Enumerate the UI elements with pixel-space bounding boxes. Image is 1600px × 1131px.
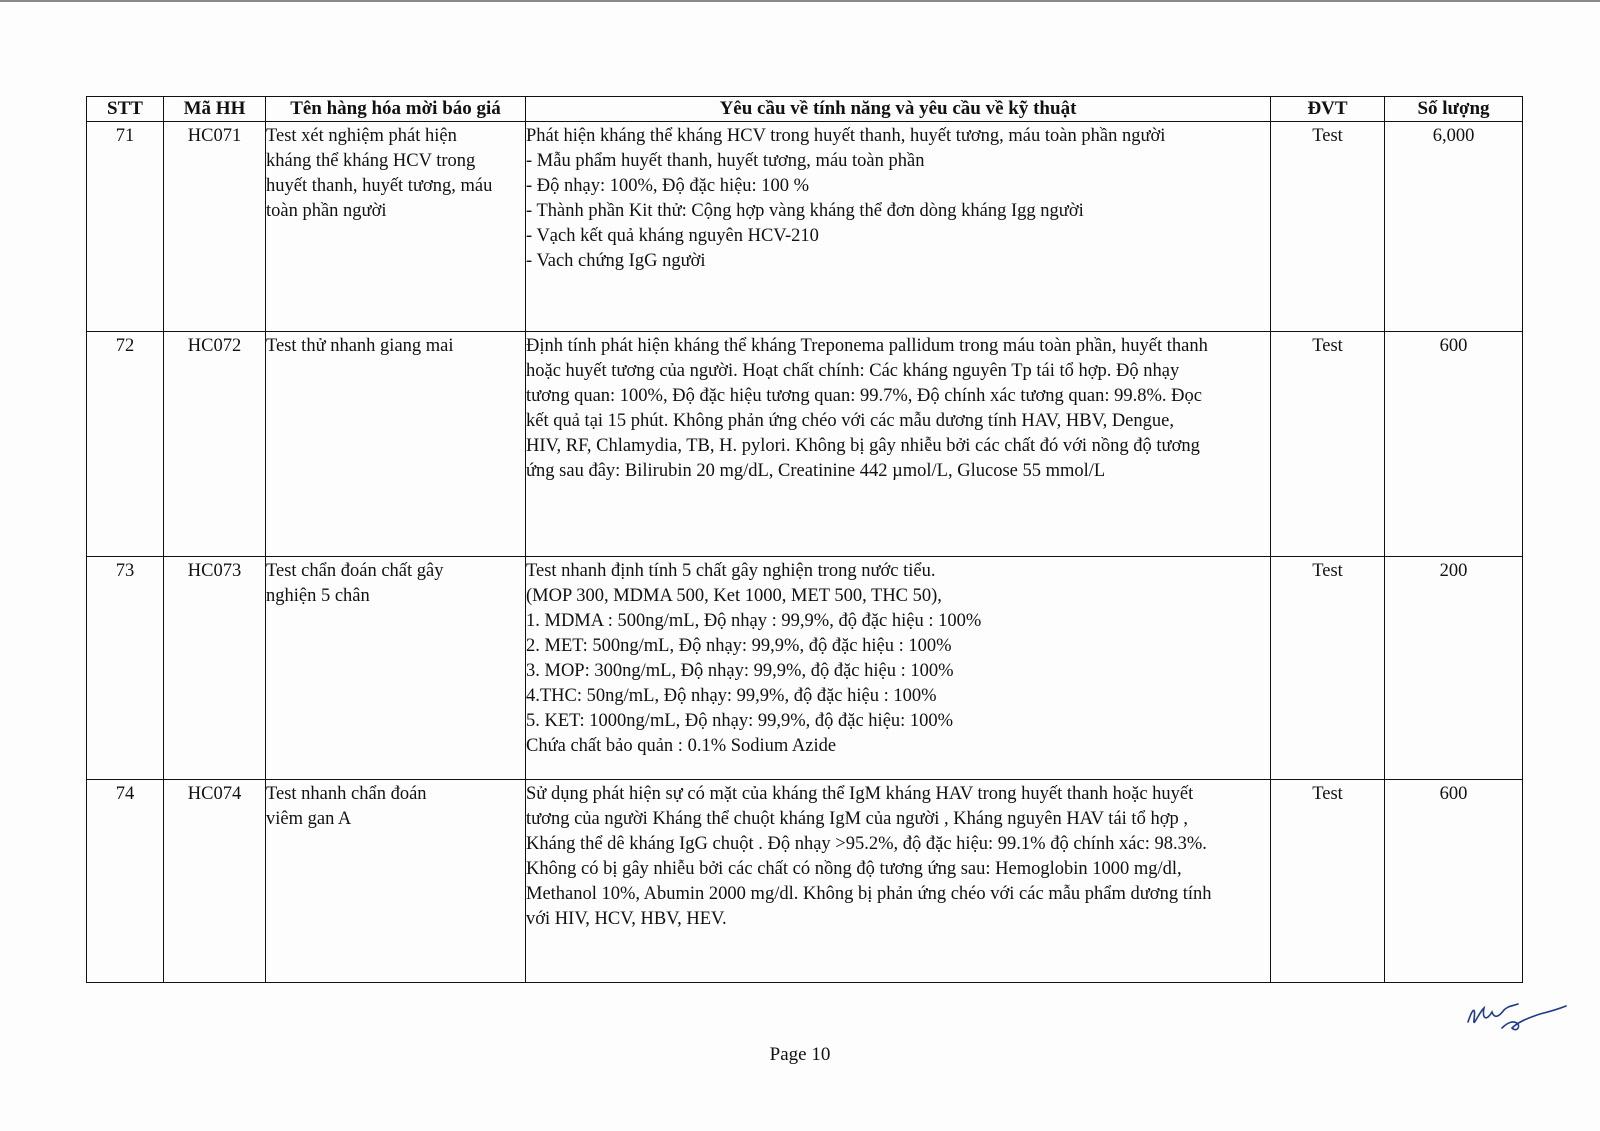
quotation-table [86,96,1523,983]
spec-line: 4.THC: 50ng/mL, Độ nhạy: 99,9%, độ đặc hiệu : 100% [526,686,937,706]
spec-line: ứng sau đây: Bilirubin 20 mg/dL, Creatinine 442 µmol/L, Glucose 55 mmol/L [526,461,1106,481]
name-line: Test chẩn đoán chất gây [266,561,444,581]
row-qty: 600 [1385,332,1523,557]
table-row [87,557,1523,780]
header-qty: Số lượng [1385,97,1523,122]
spec-line: - Thành phần Kit thử: Cộng hợp vàng kháng thể đơn dòng kháng Igg người [526,201,1084,221]
row-spec [526,780,1271,983]
page-number: Page 10 [769,1044,831,1065]
row-stt: 72 [87,332,164,557]
spec-line: tương của người Kháng thể chuột kháng IgM của người , Kháng nguyên HAV tái tổ hợp , [526,809,1188,829]
name-line: huyết thanh, huyết tương, máu [266,176,493,196]
name-line: Test xét nghiệm phát hiện [266,126,457,146]
name-line: kháng thể kháng HCV trong [266,151,476,171]
spec-line: - Độ nhạy: 100%, Độ đặc hiệu: 100 % [526,176,810,196]
row-unit: Test [1271,332,1385,557]
spec-line: tương quan: 100%, Độ đặc hiệu tương quan: 99.7%, Độ chính xác tương quan: 99.8%. Đọc [526,386,1202,406]
row-qty: 200 [1385,557,1523,780]
spec-line: 5. KET: 1000ng/mL, Độ nhạy: 99,9%, độ đặc hiệu: 100% [526,711,954,731]
row-spec [526,557,1271,780]
row-qty: 600 [1385,780,1523,983]
row-stt: 73 [87,557,164,780]
spec-line: - Vach chứng IgG người [526,251,706,271]
row-name [266,557,526,780]
spec-line: 1. MDMA : 500ng/mL, Độ nhạy : 99,9%, độ đặc hiệu : 100% [526,611,982,631]
header-code: Mã HH [164,97,266,122]
header-name: Tên hàng hóa mời báo giá [266,97,526,122]
handwritten-signature [1462,992,1572,1042]
row-code: HC074 [164,780,266,983]
spec-line: hoặc huyết tương của người. Hoạt chất chính: Các kháng nguyên Tp tái tổ hợp. Độ nhạy [526,361,1180,381]
row-code: HC071 [164,122,266,332]
header-spec: Yêu cầu về tính năng và yêu cầu về kỹ thuật [526,97,1271,122]
row-code: HC073 [164,557,266,780]
spec-line: Chứa chất bảo quản : 0.1% Sodium Azide [526,736,837,756]
spec-line: 3. MOP: 300ng/mL, Độ nhạy: 99,9%, độ đặc hiệu : 100% [526,661,954,681]
spec-line: với HIV, HCV, HBV, HEV. [526,909,727,929]
row-spec [526,332,1271,557]
spec-line: 2. MET: 500ng/mL, Độ nhạy: 99,9%, độ đặc hiệu : 100% [526,636,952,656]
spec-line: Sử dụng phát hiện sự có mặt của kháng thể IgM kháng HAV trong huyết thanh hoặc huyết [526,784,1194,804]
spec-line: Test nhanh định tính 5 chất gây nghiện trong nước tiểu. [526,561,936,581]
name-line: toàn phần người [266,201,387,221]
header-stt: STT [87,97,164,122]
row-code: HC072 [164,332,266,557]
spec-line: Kháng thể dê kháng IgG chuột . Độ nhạy >95.2%, độ đặc hiệu: 99.1% độ chính xác: 98.3%. [526,834,1207,854]
name-line: Test thử nhanh giang mai [266,336,454,356]
spec-line: (MOP 300, MDMA 500, Ket 1000, MET 500, THC 50), [526,586,942,606]
row-spec [526,122,1271,332]
row-unit: Test [1271,557,1385,780]
table-row [87,780,1523,983]
row-unit: Test [1271,780,1385,983]
spec-line: Methanol 10%, Abumin 2000 mg/dl. Không bị phản ứng chéo với các mẫu phẩm dương tính [526,884,1212,904]
spec-line: - Vạch kết quả kháng nguyên HCV-210 [526,226,819,246]
table-row [87,122,1523,332]
spec-line: Không có bị gây nhiễu bởi các chất có nồng độ tương ứng sau: Hemoglobin 1000 mg/dl, [526,859,1182,879]
name-line: viêm gan A [266,809,352,829]
row-qty: 6,000 [1385,122,1523,332]
row-unit: Test [1271,122,1385,332]
row-stt: 71 [87,122,164,332]
row-name [266,332,526,557]
name-line: Test nhanh chẩn đoán [266,784,427,804]
name-line: nghiện 5 chân [266,586,370,606]
row-stt: 74 [87,780,164,983]
table-row [87,332,1523,557]
spec-line: Định tính phát hiện kháng thể kháng Treponema pallidum trong máu toàn phần, huyết thanh [526,336,1208,356]
spec-line: HIV, RF, Chlamydia, TB, H. pylori. Không bị gây nhiễu bởi các chất đó với nồng độ tương [526,436,1200,456]
scan-top-edge [0,0,1600,2]
spec-line: kết quả tại 15 phút. Không phản ứng chéo với các mẫu dương tính HAV, HBV, Dengue, [526,411,1174,431]
header-unit: ĐVT [1271,97,1385,122]
row-name [266,780,526,983]
spec-line: - Mẫu phẩm huyết thanh, huyết tương, máu toàn phần [526,151,925,171]
spec-line: Phát hiện kháng thể kháng HCV trong huyết thanh, huyết tương, máu toàn phần người [526,126,1166,146]
table-header-row [87,97,1523,122]
row-name [266,122,526,332]
